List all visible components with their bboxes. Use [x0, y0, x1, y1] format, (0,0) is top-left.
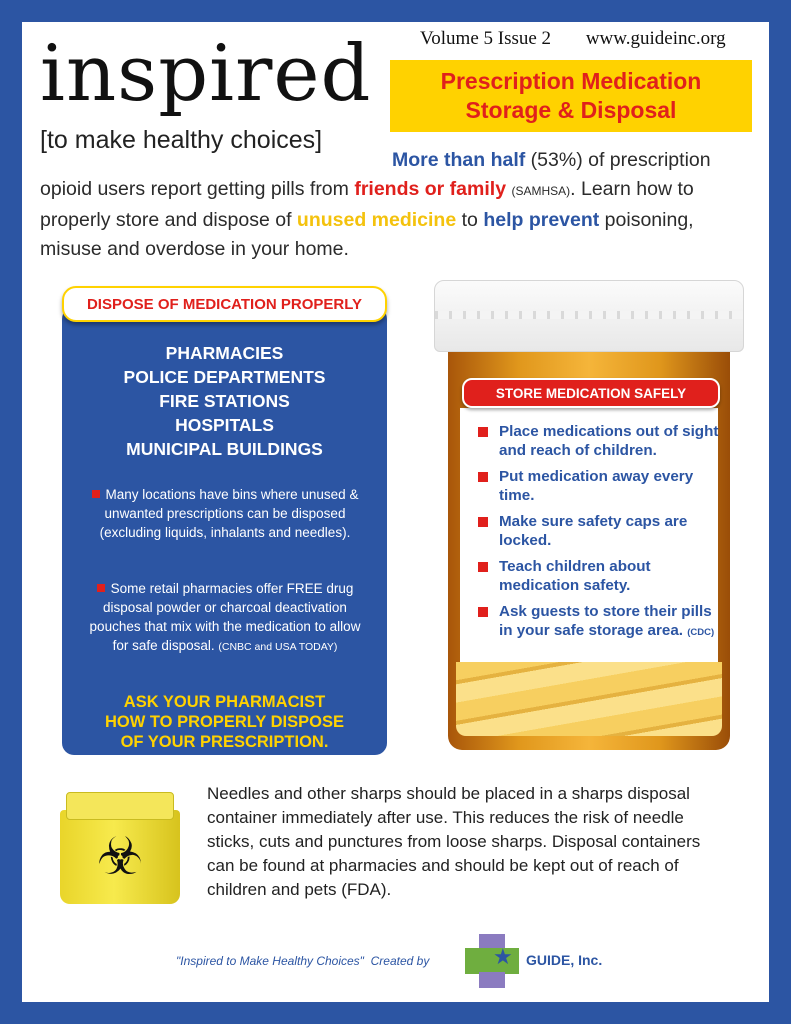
bullet-icon: [97, 584, 105, 592]
intro-text-3: to: [456, 209, 484, 231]
bullet-icon: [478, 427, 488, 437]
star-icon: ★: [493, 944, 513, 969]
bottle-cap: [434, 280, 744, 352]
intro-text-4: poisoning, misuse and overdose in your home.: [40, 209, 694, 260]
place-item: MUNICIPAL BUILDINGS: [126, 439, 323, 459]
store-source: (CDC): [687, 626, 715, 638]
intro-text-2: . Learn how to properly store and dispose of: [40, 178, 694, 231]
footer-created-by: Created by: [370, 954, 430, 968]
disposal-places: [62, 341, 387, 461]
store-item-text: Ask guests to store their pills in your safe storage area.: [499, 603, 712, 639]
disposal-note-1-text: Many locations have bins where unused & unwanted prescriptions can be disposed (excluding liquids, inhalants and needles).: [99, 487, 359, 540]
store-item: [478, 603, 728, 642]
store-item-text: Place medications out of sight and reach of children.: [499, 423, 719, 459]
place-item: POLICE DEPARTMENTS: [123, 367, 326, 387]
intro-highlight-help-prevent: help prevent: [483, 209, 600, 231]
sharps-container-image: [60, 792, 180, 904]
place-item: HOSPITALS: [175, 415, 274, 435]
biohazard-icon: ☣: [96, 828, 144, 886]
intro-paragraph: [40, 146, 760, 264]
disposal-note-2-source: (CNBC and USA TODAY): [218, 641, 338, 653]
ask-pharmacist: [62, 692, 387, 752]
place-item: FIRE STATIONS: [159, 391, 290, 411]
bullet-icon: [478, 472, 488, 482]
store-item-text: Teach children about medication safety.: [499, 558, 651, 594]
footer-quote: "Inspired to Make Healthy Choices": [176, 954, 364, 968]
ask-line: ASK YOUR PHARMACIST: [123, 693, 326, 711]
store-item: [478, 558, 728, 595]
title-box: [390, 60, 752, 132]
issue-line: [420, 28, 726, 50]
store-item: [478, 468, 728, 505]
org-name: GUIDE, Inc.: [526, 952, 603, 968]
masthead-tagline: [to make healthy choices]: [40, 126, 323, 154]
intro-highlight-friends-family: friends or family: [354, 178, 507, 200]
intro-highlight-more-than-half: More than half: [392, 149, 526, 171]
disposal-note-1: [80, 485, 370, 542]
guide-logo-icon: [465, 934, 521, 988]
dispose-header: DISPOSE OF MEDICATION PROPERLY: [62, 286, 387, 322]
masthead-title: inspired: [40, 29, 372, 119]
sharps-container-lid: [66, 792, 174, 820]
store-header: STORE MEDICATION SAFELY: [462, 378, 720, 408]
title-line-2: Storage & Disposal: [465, 97, 677, 123]
place-item: PHARMACIES: [165, 343, 284, 363]
store-list: [478, 423, 728, 650]
website-link[interactable]: www.guideinc.org: [585, 28, 726, 49]
disposal-note-2-text: Some retail pharmacies offer FREE drug disposal powder or charcoal deactivation pouches that mix with the medication to allow for safe disposal.: [89, 581, 361, 653]
pills-image: [456, 662, 722, 736]
bullet-icon: [92, 490, 100, 498]
volume-issue: Volume 5 Issue 2: [420, 28, 552, 49]
bullet-icon: [478, 607, 488, 617]
intro-source: (SAMHSA): [511, 184, 571, 198]
store-item-text: Put medication away every time.: [499, 468, 694, 504]
bullet-icon: [478, 517, 488, 527]
intro-highlight-unused-medicine: unused medicine: [296, 209, 457, 231]
sharps-paragraph: Needles and other sharps should be placed in a sharps disposal container immediately after use. This reduces the risk of needle sticks, cuts and punctures from loose sharps. Disposal containers can be found at pharmacies and should be kept out of reach of children and pets (FDA).: [207, 784, 701, 899]
logo-block: [479, 972, 505, 988]
ask-line: HOW TO PROPERLY DISPOSE: [104, 713, 344, 731]
store-item: [478, 423, 728, 460]
bullet-icon: [478, 562, 488, 572]
newsletter-sheet: [22, 22, 769, 1002]
cap-ribs: [435, 311, 743, 319]
title-line-1: Prescription Medication: [440, 68, 702, 94]
dispose-card: [62, 307, 387, 755]
intro-text-1: (53%) of prescription opioid users report getting pills from: [40, 149, 711, 200]
footer-credit: [176, 954, 429, 968]
store-item: [478, 513, 728, 550]
disposal-note-2: [80, 579, 370, 657]
ask-line: OF YOUR PRESCRIPTION.: [120, 733, 329, 751]
sharps-container-body: [60, 810, 180, 904]
store-item-text: Make sure safety caps are locked.: [499, 513, 688, 549]
